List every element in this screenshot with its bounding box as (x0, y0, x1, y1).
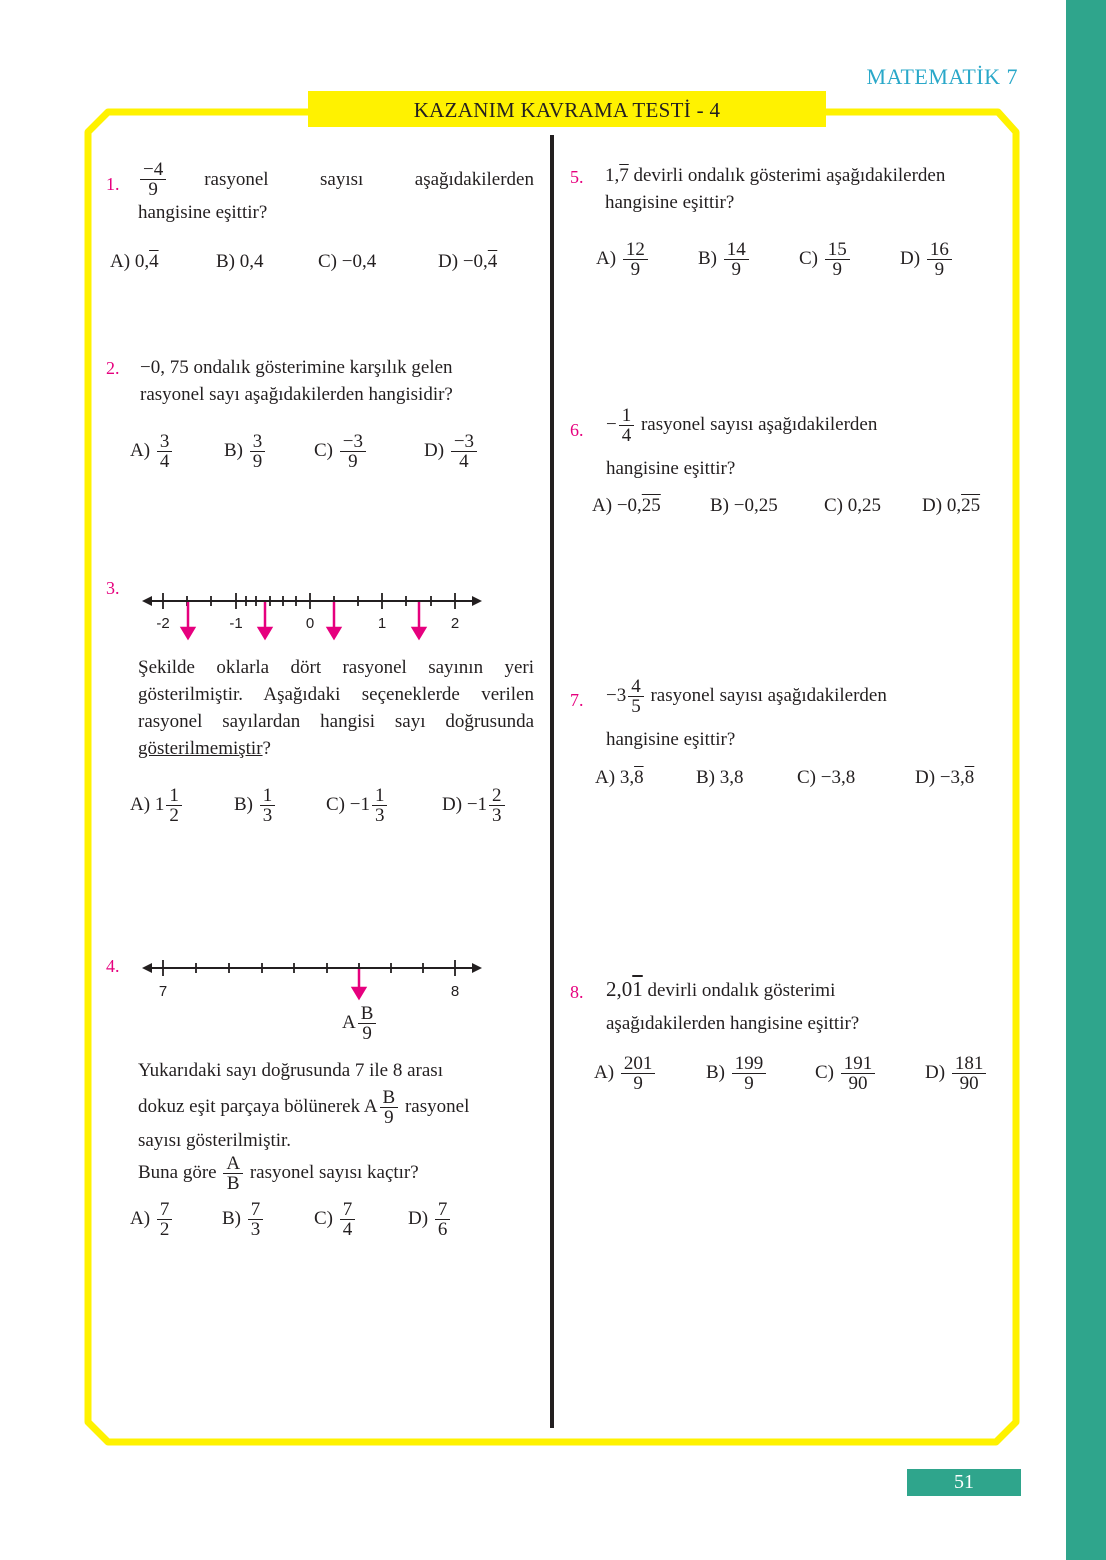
whole-part: 1 (154, 793, 165, 815)
numerator: 7 (157, 1200, 173, 1220)
option-label: C) (797, 767, 816, 788)
option-label: C) (314, 1207, 333, 1229)
fraction (435, 1200, 451, 1239)
decimal-value: 2,0 (606, 977, 633, 1001)
question-text: devirli ondalık gösterimi (647, 980, 836, 1001)
denominator: 6 (437, 1219, 448, 1240)
option-label: C) (815, 1061, 834, 1083)
fraction (223, 1154, 243, 1193)
option-b[interactable] (224, 432, 267, 471)
fraction (952, 1054, 987, 1093)
tick-label: 7 (158, 983, 168, 1000)
option-b[interactable] (710, 495, 778, 517)
denominator: 9 (348, 451, 358, 472)
option-label: D) (424, 439, 445, 461)
numerator: 16 (927, 240, 952, 260)
whole-part: −1 (349, 793, 370, 815)
option-a[interactable] (110, 251, 159, 273)
option-b[interactable] (696, 767, 744, 789)
numerator: 4 (628, 677, 644, 697)
denominator: 9 (832, 259, 842, 280)
option-label: C) (314, 439, 333, 461)
option-label: A) (130, 439, 151, 461)
option-label: D) (915, 767, 936, 788)
denominator: 3 (374, 805, 385, 826)
tick-label: -2 (156, 615, 170, 632)
arrow-down-icon (353, 988, 365, 998)
option-a[interactable] (594, 1054, 657, 1093)
option-value: 0,4 (239, 251, 264, 272)
fraction (825, 240, 850, 279)
option-d[interactable] (408, 1200, 452, 1239)
fraction (451, 432, 477, 471)
fraction (380, 1088, 399, 1127)
option-d[interactable] (922, 495, 980, 517)
option-label: A) (595, 767, 616, 788)
minus-sign: − (606, 413, 617, 435)
decimal-value: −0, 75 (140, 357, 189, 378)
numerator: 2 (489, 786, 505, 806)
option-b[interactable] (234, 786, 277, 825)
numerator: −3 (340, 432, 366, 452)
numerator: 191 (841, 1054, 876, 1074)
question-text: gösterilmiştir. Aşağıdaki seçeneklerde verilen (138, 684, 534, 705)
fraction (250, 432, 266, 471)
option-d[interactable] (925, 1054, 988, 1093)
question-text: rasyonel (404, 1095, 470, 1117)
question-mark: ? (262, 738, 271, 759)
arrow-down-icon (259, 628, 271, 638)
numerator: 201 (621, 1054, 656, 1074)
option-label: C) (326, 793, 345, 815)
numerator: B (358, 1004, 377, 1024)
option-c[interactable] (824, 495, 881, 517)
question-text: rasyonel sayısı aşağıdakilerden (650, 684, 887, 706)
fraction (248, 1200, 264, 1239)
option-value: 0, (946, 495, 962, 516)
option-label: B) (216, 251, 235, 272)
option-c[interactable] (314, 1200, 357, 1239)
tick-label: 1 (377, 615, 387, 632)
option-label: A) (594, 1061, 615, 1083)
numerator: 3 (157, 432, 173, 452)
option-label: A) (592, 495, 613, 516)
arrow-down-icon (413, 628, 425, 638)
option-value: 3, (619, 767, 635, 788)
option-d[interactable] (915, 767, 974, 789)
number-line (140, 956, 486, 1006)
question-text: rasyonel sayısı aşağıdakilerden (640, 413, 878, 435)
option-value: 0, (134, 251, 150, 272)
option-label: D) (900, 247, 921, 269)
option-label: A) (110, 251, 131, 272)
question-text: Yukarıdaki sayı doğrusunda 7 ile 8 arası (138, 1060, 443, 1081)
question-number: 3. (106, 578, 120, 598)
question-text: ondalık gösterimine karşılık gelen (193, 357, 453, 378)
option-c[interactable] (797, 767, 855, 789)
option-a[interactable] (130, 786, 184, 825)
denominator: 2 (169, 805, 179, 826)
arrow-down-icon (182, 628, 194, 638)
numerator: B (380, 1088, 399, 1108)
denominator: 9 (252, 451, 263, 472)
option-d[interactable] (438, 251, 497, 273)
question-text: sayısı gösterilmiştir. (138, 1130, 292, 1151)
question-number: 1. (106, 174, 120, 194)
repeating-digits: 25 (961, 495, 981, 516)
denominator: 4 (342, 1219, 353, 1240)
denominator: 3 (250, 1219, 261, 1240)
numerator: −4 (140, 160, 166, 180)
fraction (732, 1054, 767, 1093)
option-a[interactable] (595, 767, 644, 789)
numerator: 7 (248, 1200, 264, 1220)
option-label: B) (224, 439, 243, 461)
number-line (140, 588, 486, 644)
question-text: devirli ondalık gösterimi aşağıdakilerden (633, 165, 946, 186)
denominator: 90 (848, 1073, 868, 1094)
denominator: 9 (934, 259, 945, 280)
question-number: 4. (106, 956, 120, 976)
arrow-down-icon (328, 628, 340, 638)
numerator: 1 (372, 786, 388, 806)
option-label: D) (922, 495, 943, 516)
option-value: −3, (939, 767, 965, 788)
option-c[interactable] (318, 251, 376, 273)
option-label: A) (130, 793, 151, 815)
numerator: 1 (166, 786, 182, 806)
repeating-digits: 25 (641, 495, 661, 516)
question-number: 6. (570, 420, 584, 440)
fraction (157, 1200, 173, 1239)
denominator: 9 (633, 1073, 643, 1094)
option-label: B) (710, 495, 729, 516)
repeating-digits: 8 (634, 767, 644, 788)
denominator: 3 (492, 805, 502, 826)
page-number: 51 (907, 1469, 1021, 1496)
numerator: 1 (619, 406, 635, 426)
fraction (927, 240, 952, 279)
fraction (166, 786, 182, 825)
option-b[interactable] (222, 1200, 265, 1239)
option-c[interactable] (314, 432, 368, 471)
numerator: 1 (260, 786, 276, 806)
fraction (340, 1200, 356, 1239)
denominator: 90 (959, 1073, 979, 1094)
tick-label: 2 (450, 615, 460, 632)
option-label: C) (799, 247, 818, 269)
numerator: 12 (623, 240, 648, 260)
option-label: A) (130, 1207, 151, 1229)
test-title: KAZANIM KAVRAMA TESTİ - 4 (308, 91, 826, 127)
option-label: B) (706, 1061, 725, 1083)
fraction (140, 160, 166, 199)
repeating-digits: 4 (487, 251, 498, 272)
option-label: D) (408, 1207, 429, 1229)
fraction (489, 786, 505, 825)
option-c[interactable] (799, 240, 852, 279)
denominator: 4 (459, 451, 469, 472)
option-label: D) (925, 1061, 946, 1083)
fraction (623, 240, 648, 279)
column-divider (550, 135, 554, 1428)
arrow-right-icon (472, 963, 482, 973)
tick-label: 0 (305, 615, 315, 632)
arrow-left-icon (142, 963, 152, 973)
whole-part: A (342, 1011, 356, 1033)
option-value: 0,25 (847, 495, 881, 516)
question-text: Buna göre (138, 1161, 217, 1183)
option-a[interactable] (592, 495, 661, 517)
option-d[interactable] (442, 786, 507, 825)
numerator: 181 (952, 1054, 987, 1074)
repeating-digits: 8 (964, 767, 975, 788)
question-text: hangisine eşittir? (605, 192, 735, 213)
denominator: 3 (262, 805, 273, 826)
option-value: −0,25 (733, 495, 778, 516)
denominator: 9 (744, 1073, 754, 1094)
question-number: 8. (570, 982, 584, 1002)
fraction (621, 1054, 656, 1093)
numerator: −3 (451, 432, 477, 452)
fraction (619, 406, 635, 445)
fraction (628, 677, 644, 716)
option-b[interactable] (698, 240, 751, 279)
decimal-value: 1, (605, 165, 620, 186)
fraction (340, 432, 366, 471)
option-label: C) (318, 251, 337, 272)
numerator: 199 (732, 1054, 767, 1074)
question-number: 2. (106, 358, 120, 378)
question-text: rasyonel sayısı aşağıdakilerden (204, 169, 534, 190)
denominator: 2 (159, 1219, 170, 1240)
option-label: D) (442, 793, 463, 815)
option-d[interactable] (900, 240, 954, 279)
whole-part: A (363, 1095, 378, 1117)
denominator: 9 (362, 1023, 372, 1044)
question-text: rasyonel sayılardan hangisi sayı doğrusunda (138, 711, 534, 732)
denominator: 9 (384, 1107, 394, 1128)
repeating-digits: 7 (619, 165, 629, 186)
option-a[interactable] (596, 240, 650, 279)
numerator: A (223, 1154, 243, 1174)
option-b[interactable] (216, 251, 264, 273)
option-label: C) (824, 495, 843, 516)
fraction (841, 1054, 876, 1093)
denominator: 4 (621, 425, 632, 446)
numerator: 7 (435, 1200, 451, 1220)
option-value: −0, (462, 251, 488, 272)
tick-label: -1 (229, 615, 243, 632)
side-color-bar (1066, 0, 1106, 1560)
question-text: aşağıdakilerden hangisine eşittir? (606, 1013, 860, 1034)
question-text: rasyonel sayısı kaçtır? (249, 1161, 419, 1183)
option-value: 3,8 (719, 767, 744, 788)
repeating-digits: 1 (632, 977, 643, 1001)
fraction (358, 1004, 377, 1043)
fraction (157, 432, 173, 471)
fraction (724, 240, 749, 279)
question-text: hangisine eşittir? (606, 729, 736, 750)
numerator: 3 (250, 432, 266, 452)
tick-label: 8 (450, 983, 460, 1000)
arrow-mark-label (342, 1004, 378, 1043)
question-text: Şekilde oklarla dört rasyonel sayının yeri (138, 657, 534, 678)
option-a[interactable] (130, 432, 174, 471)
numerator: 7 (340, 1200, 356, 1220)
denominator: 5 (631, 696, 641, 717)
option-value: −3,8 (820, 767, 856, 788)
denominator: 9 (148, 179, 158, 200)
denominator: 4 (159, 451, 170, 472)
fraction (372, 786, 388, 825)
denominator: 9 (731, 259, 741, 280)
emphasized-text: gösterilmemiştir (138, 738, 263, 759)
option-c[interactable] (815, 1054, 877, 1093)
arrow-right-icon (472, 596, 482, 606)
whole-part: −3 (606, 684, 627, 706)
question-text: hangisine eşittir? (606, 458, 736, 479)
option-d[interactable] (424, 432, 479, 471)
question-text: dokuz eşit parçaya bölünerek (138, 1095, 361, 1117)
option-label: B) (234, 793, 253, 815)
fraction (260, 786, 276, 825)
denominator: 9 (630, 259, 641, 280)
option-value: −0, (616, 495, 642, 516)
option-label: B) (696, 767, 715, 788)
repeating-digits: 4 (149, 251, 159, 272)
whole-part: −1 (466, 793, 488, 815)
option-a[interactable] (130, 1200, 174, 1239)
option-label: A) (596, 247, 617, 269)
arrow-left-icon (142, 596, 152, 606)
option-label: B) (222, 1207, 241, 1229)
option-label: B) (698, 247, 717, 269)
numerator: 14 (724, 240, 749, 260)
subject-header: MATEMATİK 7 (866, 64, 1018, 89)
question-text: rasyonel sayı aşağıdakilerden hangisidir? (140, 384, 453, 405)
question-text: hangisine eşittir? (138, 202, 268, 223)
option-b[interactable] (706, 1054, 768, 1093)
numerator: 15 (825, 240, 850, 260)
question-number: 7. (570, 690, 584, 710)
denominator: B (226, 1173, 240, 1194)
option-c[interactable] (326, 786, 389, 825)
option-label: D) (438, 251, 459, 272)
option-value: −0,4 (341, 251, 377, 272)
question-number: 5. (570, 167, 584, 187)
